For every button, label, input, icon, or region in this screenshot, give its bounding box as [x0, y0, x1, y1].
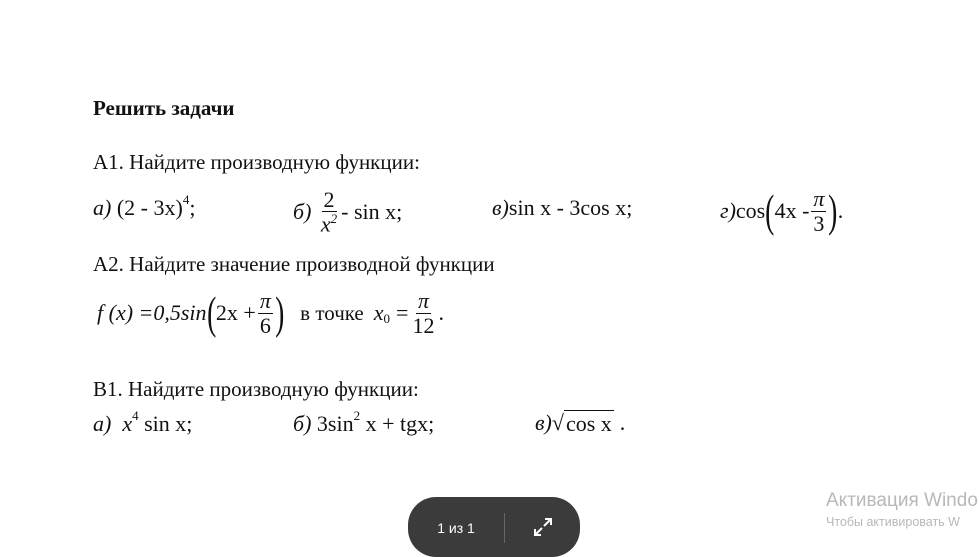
fraction: $\frac{\pi}{12}$ [412, 288, 435, 338]
watermark-title: Активация Windo [826, 490, 978, 511]
fraction: $\frac{2}{x^2}$ [320, 187, 338, 237]
expand-button[interactable] [505, 497, 580, 538]
task-a2-prompt: А2. Найдите значение производной функции [93, 252, 495, 276]
task-a1-prompt: А1. Найдите производную функции: [93, 150, 420, 174]
task-b1-item-b: б) 3sin $^2$ x + tgx; [293, 408, 435, 436]
expand-icon [532, 516, 554, 538]
task-a1-item-b: б) $\frac{2}{x^2}$ - sin x; [293, 187, 403, 237]
task-a2-formula: f (x) =0,5sin ( 2x + $\frac{\pi}{6}$ ) в точке x $_0$ = $\frac{\pi}{12}$ . [97, 287, 444, 338]
task-b1-item-a: а) x $^4$ sin x; [93, 408, 193, 436]
task-a1-item-a: а) (2 - 3x) $^4$ ; [93, 192, 196, 220]
task-b1-item-v: в) √ cos x . [535, 410, 626, 436]
page-counter: 1 из 1 [437, 520, 475, 536]
task-b1-prompt: В1. Найдите производную функции: [93, 377, 419, 401]
page-pager [408, 497, 580, 557]
task-a1-item-g: г) cos ( 4x - $\frac{\pi}{3}$ ) . [720, 185, 844, 236]
task-a1-item-v: в) sin x - 3cos x; [492, 195, 633, 220]
activation-watermark [826, 490, 978, 529]
fraction: $\frac{\pi}{3}$ [813, 186, 825, 236]
sqrt-symbol: √ [551, 410, 564, 435]
fraction: $\frac{\pi}{6}$ [259, 288, 271, 338]
page-title: Решить задачи [93, 96, 235, 120]
watermark-subtitle: Чтобы активировать W [826, 515, 960, 529]
